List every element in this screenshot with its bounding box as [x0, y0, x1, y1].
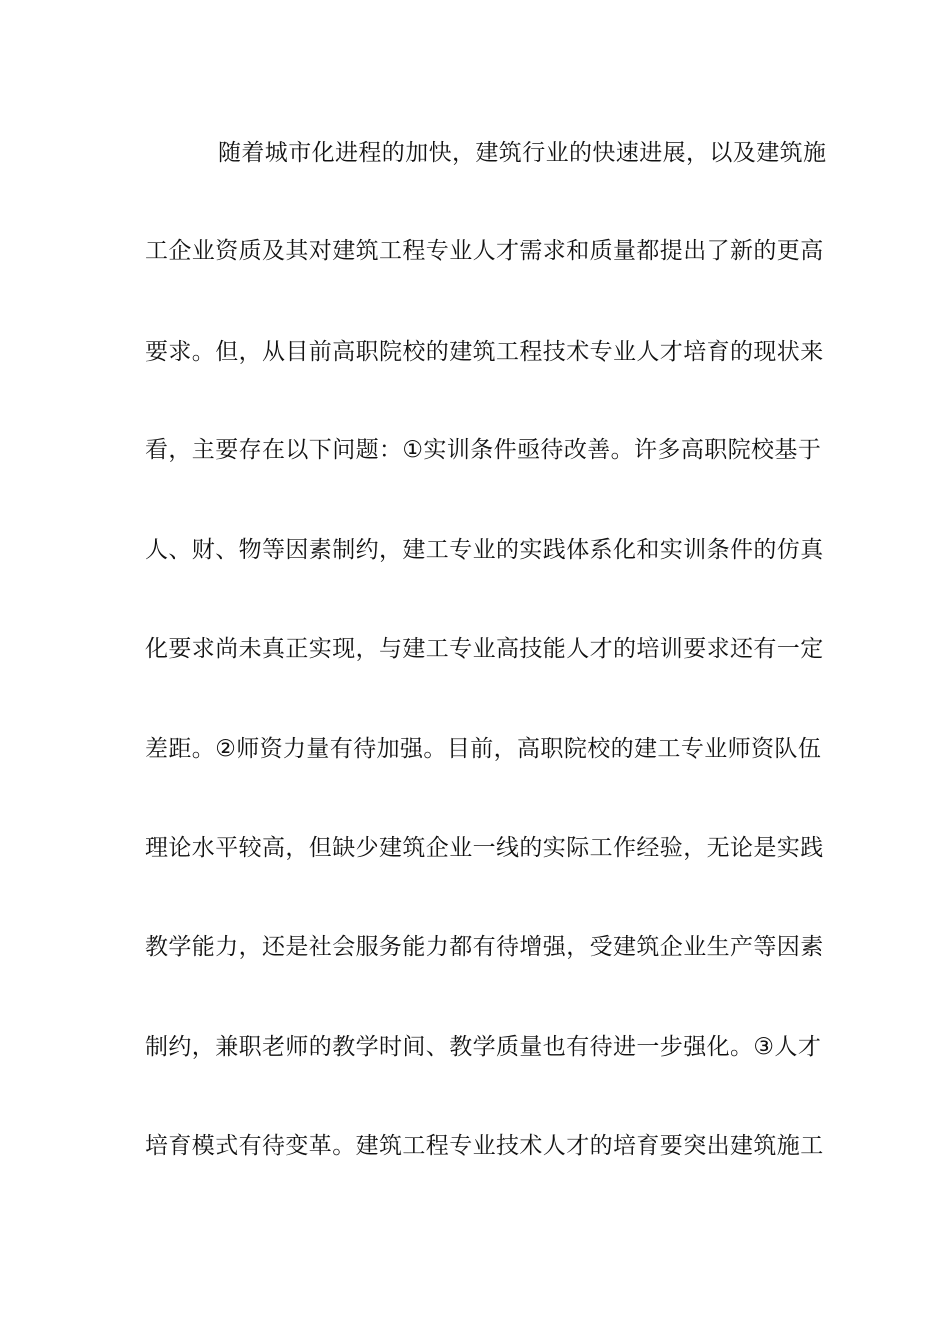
paragraph-line-4: 看，主要存在以下问题：①实训条件亟待改善。许多高职院校基于 — [145, 437, 822, 463]
paragraph-line-1: 随着城市化进程的加快，建筑行业的快速进展，以及建筑施 — [218, 140, 827, 166]
paragraph-line-5: 人、财、物等因素制约，建工专业的实践体系化和实训条件的仿真 — [145, 537, 824, 563]
paragraph-line-6: 化要求尚未真正实现，与建工专业高技能人才的培训要求还有一定 — [145, 636, 824, 662]
paragraph-line-7: 差距。②师资力量有待加强。目前，高职院校的建工专业师资队伍 — [145, 736, 822, 762]
paragraph-line-10: 制约，兼职老师的教学时间、教学质量也有待进一步强化。③人才 — [145, 1034, 822, 1060]
paragraph-line-8: 理论水平较高，但缺少建筑企业一线的实际工作经验，无论是实践 — [145, 835, 824, 861]
paragraph-line-3: 要求。但，从目前高职院校的建筑工程技术专业人才培育的现状来 — [145, 339, 824, 365]
paragraph-line-11: 培育模式有待变革。建筑工程专业技术人才的培育要突出建筑施工 — [145, 1133, 824, 1159]
paragraph-line-2: 工企业资质及其对建筑工程专业人才需求和质量都提出了新的更高 — [145, 238, 824, 264]
paragraph-line-9: 教学能力，还是社会服务能力都有待增强，受建筑企业生产等因素 — [145, 934, 824, 960]
